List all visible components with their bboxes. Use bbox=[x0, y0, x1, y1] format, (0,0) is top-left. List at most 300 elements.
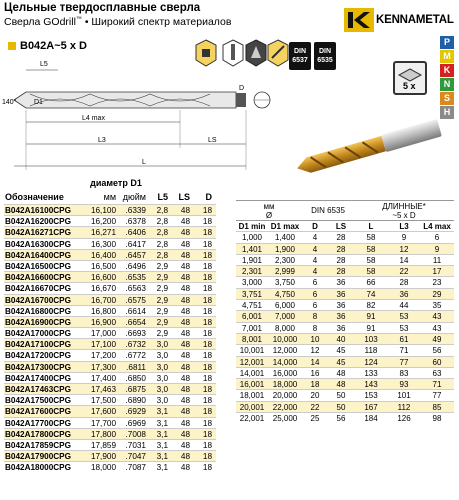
cell-d1-min: 10,001 bbox=[239, 346, 265, 356]
cell-inch: .6969 bbox=[125, 418, 146, 428]
cell-d1-max: 1,900 bbox=[274, 244, 296, 254]
cell-mm: 17,700 bbox=[90, 418, 116, 428]
cell-inch: .7008 bbox=[125, 429, 146, 439]
cell-ls: 36 bbox=[336, 323, 346, 333]
cell-mm: 17,500 bbox=[90, 396, 116, 406]
cell-l4max: 43 bbox=[432, 323, 442, 333]
cell-d: 18 bbox=[202, 273, 212, 283]
cell-d: 6 bbox=[312, 301, 318, 311]
cell-designation: B042A17300CPG bbox=[5, 362, 71, 372]
cell-d1-max: 14,000 bbox=[272, 357, 298, 367]
cell-designation: B042A17500CPG bbox=[5, 396, 71, 406]
cell-mm: 16,500 bbox=[90, 261, 116, 271]
cell-ls: 48 bbox=[180, 273, 190, 283]
cell-l3: 61 bbox=[399, 334, 409, 344]
cell-ls: 45 bbox=[336, 346, 346, 356]
cell-l: 143 bbox=[364, 380, 378, 390]
group-diam-text: Ø bbox=[265, 211, 273, 220]
table-row bbox=[236, 322, 454, 333]
cell-designation: B042A16200CPG bbox=[5, 217, 71, 227]
cell-ls: 28 bbox=[336, 255, 346, 265]
cell-l: 153 bbox=[364, 391, 378, 401]
cell-mm: 16,300 bbox=[90, 239, 116, 249]
cell-mm: 17,900 bbox=[90, 452, 116, 462]
cell-l5: 3,0 bbox=[156, 340, 168, 350]
cell-inch: .6614 bbox=[125, 306, 146, 316]
cell-l: 58 bbox=[366, 255, 376, 265]
table-row bbox=[4, 238, 216, 249]
cell-ls: 48 bbox=[180, 317, 190, 327]
cell-designation: B042A17900CPG bbox=[5, 452, 71, 462]
cell-mm: 17,463 bbox=[90, 385, 116, 394]
cell-inch: .6535 bbox=[125, 273, 146, 283]
cell-d: 18 bbox=[202, 452, 212, 462]
cell-ls: 36 bbox=[336, 301, 346, 311]
cell-ls: 48 bbox=[180, 295, 190, 305]
cell-l: 167 bbox=[364, 402, 378, 412]
cell-l3: 53 bbox=[399, 323, 409, 333]
group-5xd-text: ~5 x D bbox=[392, 211, 416, 220]
cell-designation: B042A17200CPG bbox=[5, 351, 71, 361]
cell-mm: 16,271 bbox=[90, 228, 116, 238]
cell-ls: 48 bbox=[180, 239, 190, 249]
col-l5: L5 bbox=[157, 192, 168, 202]
cell-mm: 17,800 bbox=[90, 429, 116, 439]
cell-l: 184 bbox=[364, 414, 378, 424]
col-ls: LS bbox=[178, 192, 190, 202]
cell-l5: 3,0 bbox=[156, 396, 168, 406]
cell-ls: 40 bbox=[336, 334, 346, 344]
cell-ls: 48 bbox=[180, 362, 190, 372]
cell-designation: B042A17400CPG bbox=[5, 373, 71, 383]
cell-mm: 17,600 bbox=[90, 407, 116, 417]
dimension-table bbox=[236, 200, 454, 423]
table-row bbox=[4, 405, 216, 416]
col-d1-min: D1 min bbox=[238, 222, 266, 231]
cell-d: 6 bbox=[312, 289, 318, 299]
cell-l3: 53 bbox=[399, 312, 409, 322]
cell-l5: 2,8 bbox=[156, 217, 168, 227]
cell-ls: 50 bbox=[336, 402, 346, 412]
cell-l: 133 bbox=[364, 368, 378, 378]
din1-number: 6537 bbox=[292, 57, 308, 64]
cell-designation: B042A16800CPG bbox=[5, 306, 71, 316]
cell-mm: 17,859 bbox=[90, 440, 116, 450]
cell-l3: 83 bbox=[399, 368, 409, 378]
cell-d: 16 bbox=[310, 368, 320, 378]
cell-ls: 48 bbox=[180, 373, 190, 383]
cell-l4max: 71 bbox=[432, 380, 442, 390]
cell-l5: 2,9 bbox=[156, 261, 168, 271]
cell-d: 18 bbox=[202, 206, 212, 215]
cell-l5: 3,1 bbox=[156, 407, 168, 417]
cell-d: 18 bbox=[202, 284, 212, 294]
cell-d1-max: 8,000 bbox=[274, 323, 296, 333]
cell-l3: 112 bbox=[397, 402, 411, 412]
iso-s-cell: S bbox=[440, 92, 454, 105]
cell-l4max: 60 bbox=[432, 357, 442, 367]
table-row bbox=[236, 276, 454, 287]
cell-d1-max: 4,750 bbox=[274, 289, 296, 299]
col-l4max: L4 max bbox=[423, 222, 451, 231]
iso-h-cell: H bbox=[440, 106, 454, 119]
cell-designation: B042A16100CPG bbox=[5, 206, 71, 215]
col-designation: Обозначение bbox=[5, 192, 64, 202]
label-l: L bbox=[142, 159, 146, 166]
cell-d: 10 bbox=[310, 334, 320, 344]
table-row bbox=[236, 401, 454, 412]
depth-5xd-icon bbox=[393, 61, 427, 95]
cell-l5: 3,0 bbox=[156, 362, 168, 372]
cell-d: 18 bbox=[202, 217, 212, 227]
cell-designation: B042A16400CPG bbox=[5, 250, 71, 260]
drill-photo bbox=[288, 104, 448, 190]
cell-mm: 17,200 bbox=[90, 351, 116, 361]
page-subtitle bbox=[4, 16, 231, 28]
label-l3: L3 bbox=[98, 137, 106, 144]
label-ls: LS bbox=[208, 137, 217, 144]
col-mm: мм bbox=[103, 192, 116, 202]
cell-d: 18 bbox=[202, 396, 212, 406]
table-row bbox=[4, 226, 216, 237]
cell-inch: .7087 bbox=[125, 463, 146, 473]
label-d: D bbox=[239, 85, 245, 92]
cell-inch: .6875 bbox=[125, 385, 146, 394]
iso-m-cell: M bbox=[440, 50, 454, 63]
subtitle-trademark: ™ bbox=[75, 16, 82, 23]
cell-l3: 28 bbox=[399, 278, 409, 288]
cell-ls: 48 bbox=[180, 329, 190, 339]
right-group-long bbox=[354, 201, 454, 220]
cell-l5: 2,9 bbox=[156, 273, 168, 283]
table-row bbox=[236, 299, 454, 310]
cell-ls: 28 bbox=[336, 233, 346, 243]
col-d1-max: D1 max bbox=[270, 222, 300, 231]
table-row bbox=[4, 215, 216, 226]
cell-mm: 17,400 bbox=[90, 373, 116, 383]
cell-l: 58 bbox=[366, 267, 376, 277]
cell-d: 20 bbox=[310, 391, 320, 401]
table-row bbox=[4, 294, 216, 305]
col-d: D bbox=[205, 192, 212, 202]
cell-designation: B042A16700CPG bbox=[5, 295, 71, 305]
cell-l5: 2,9 bbox=[156, 306, 168, 316]
cell-d: 18 bbox=[202, 440, 212, 450]
cell-mm: 16,400 bbox=[90, 250, 116, 260]
cell-l5: 2,9 bbox=[156, 329, 168, 339]
cell-d: 22 bbox=[310, 402, 320, 412]
iso-p-cell: P bbox=[440, 36, 454, 49]
part-code-text: B042A~5 x D bbox=[20, 40, 87, 52]
cell-l4max: 29 bbox=[432, 289, 442, 299]
cell-ls: 48 bbox=[180, 407, 190, 417]
cell-inch: .6496 bbox=[125, 261, 146, 271]
cell-l5: 2,8 bbox=[156, 228, 168, 238]
cell-d: 18 bbox=[202, 351, 212, 361]
table-row bbox=[4, 249, 216, 260]
label-l5: L5 bbox=[40, 61, 48, 68]
cell-d1-min: 20,001 bbox=[239, 402, 265, 412]
table-row bbox=[4, 282, 216, 293]
cell-l5: 3,0 bbox=[156, 373, 168, 383]
cell-d: 18 bbox=[202, 250, 212, 260]
cell-d: 4 bbox=[312, 233, 318, 243]
cell-ls: 48 bbox=[180, 351, 190, 361]
iso-k-cell: K bbox=[440, 64, 454, 77]
cell-inch: .7047 bbox=[125, 452, 146, 462]
cell-d: 4 bbox=[312, 267, 318, 277]
subtitle-materials: • Широкий спектр материалов bbox=[81, 16, 232, 28]
cell-d1-min: 4,751 bbox=[241, 301, 263, 311]
table-row bbox=[236, 288, 454, 299]
drill-fluted-part bbox=[295, 136, 386, 176]
label-angle: 140° bbox=[2, 99, 17, 106]
cell-mm: 17,000 bbox=[90, 329, 116, 339]
cell-d1-min: 2,301 bbox=[241, 267, 263, 277]
cell-l4max: 77 bbox=[432, 391, 442, 401]
cell-l4max: 23 bbox=[432, 278, 442, 288]
table-row bbox=[4, 450, 216, 461]
cell-designation: B042A17100CPG bbox=[5, 340, 71, 350]
cell-l5: 2,9 bbox=[156, 295, 168, 305]
col-l: L bbox=[368, 222, 374, 231]
cell-d1-max: 20,000 bbox=[272, 391, 298, 401]
cell-ls: 28 bbox=[336, 267, 346, 277]
cell-d: 14 bbox=[310, 357, 320, 367]
table-row bbox=[236, 356, 454, 367]
table-row bbox=[4, 461, 216, 472]
cell-ls: 36 bbox=[336, 278, 346, 288]
col-inch: дюйм bbox=[122, 192, 146, 202]
cell-l5: 3,0 bbox=[156, 351, 168, 361]
cell-ls: 48 bbox=[180, 340, 190, 350]
cell-d: 18 bbox=[202, 261, 212, 271]
cell-inch: .6772 bbox=[125, 351, 146, 361]
cell-mm: 16,600 bbox=[90, 273, 116, 283]
cell-d: 8 bbox=[312, 323, 318, 333]
cell-d1-min: 3,000 bbox=[241, 278, 263, 288]
iso-n-cell: N bbox=[440, 78, 454, 91]
cell-l4max: 85 bbox=[432, 402, 442, 412]
depth-icon-graphic bbox=[395, 63, 425, 93]
cell-inch: .6654 bbox=[125, 317, 146, 327]
table-row bbox=[236, 412, 454, 423]
cell-l: 82 bbox=[366, 301, 376, 311]
group-long-text: ДЛИННЫЕ* bbox=[382, 202, 426, 211]
cell-mm: 16,670 bbox=[90, 284, 116, 294]
table-row bbox=[4, 204, 216, 215]
cell-d: 4 bbox=[312, 244, 318, 254]
cell-d1-min: 8,001 bbox=[241, 334, 263, 344]
drill-shank bbox=[381, 119, 442, 152]
cell-l3: 14 bbox=[399, 255, 409, 265]
cell-ls: 28 bbox=[336, 244, 346, 254]
cell-d: 18 bbox=[202, 239, 212, 249]
cell-l4max: 9 bbox=[434, 244, 440, 254]
table-row bbox=[236, 265, 454, 276]
cell-d1-min: 6,001 bbox=[241, 312, 263, 322]
table-row bbox=[4, 316, 216, 327]
cell-d1-min: 1,401 bbox=[241, 244, 263, 254]
table-row bbox=[236, 389, 454, 400]
cell-d1-min: 1,901 bbox=[241, 255, 263, 265]
cell-l4max: 43 bbox=[432, 312, 442, 322]
cell-designation: B042A17600CPG bbox=[5, 407, 71, 417]
group-mm-text: мм bbox=[263, 202, 275, 211]
cell-ls: 48 bbox=[180, 217, 190, 227]
cell-d: 4 bbox=[312, 255, 318, 265]
cell-inch: .6693 bbox=[125, 329, 146, 339]
drill-technical-drawing bbox=[0, 52, 300, 192]
cell-l4max: 98 bbox=[432, 414, 442, 424]
cell-d1-max: 22,000 bbox=[272, 402, 298, 412]
col-l3: L3 bbox=[399, 222, 409, 231]
cell-inch: .6406 bbox=[125, 228, 146, 238]
table-row bbox=[4, 361, 216, 372]
label-d1: D1 bbox=[34, 99, 43, 106]
cell-designation: B042A16670CPG bbox=[5, 284, 71, 294]
cell-ls: 48 bbox=[180, 429, 190, 439]
cell-l: 91 bbox=[366, 323, 376, 333]
cell-l5: 2,8 bbox=[156, 239, 168, 249]
cell-d1-min: 7,001 bbox=[241, 323, 263, 333]
subtitle-product: Сверла GOdrill bbox=[4, 16, 76, 28]
cell-ls: 50 bbox=[336, 391, 346, 401]
din1-label: DIN bbox=[293, 48, 307, 55]
kennametal-logo bbox=[344, 8, 454, 32]
cell-mm: 16,100 bbox=[90, 206, 116, 215]
table-row bbox=[4, 327, 216, 338]
right-group-din: DIN 6535 bbox=[311, 206, 345, 215]
cell-inch: .6417 bbox=[125, 239, 146, 249]
cell-designation: B042A18000CPG bbox=[5, 463, 71, 473]
cell-l3: 22 bbox=[399, 267, 409, 277]
right-header-row bbox=[236, 220, 454, 231]
cell-d: 18 bbox=[202, 463, 212, 473]
cell-inch: .6850 bbox=[125, 373, 146, 383]
page-title: Цельные твердосплавные сверла bbox=[4, 2, 201, 14]
table-row bbox=[4, 349, 216, 360]
cell-designation: B042A16900CPG bbox=[5, 317, 71, 327]
cell-l5: 2,9 bbox=[156, 317, 168, 327]
cell-l5: 3,0 bbox=[156, 385, 168, 394]
cell-ls: 48 bbox=[180, 306, 190, 316]
table-row bbox=[236, 231, 454, 242]
cell-ls: 45 bbox=[336, 357, 346, 367]
col-d-right: D bbox=[312, 222, 318, 231]
cell-d1-max: 3,750 bbox=[274, 278, 296, 288]
cell-l4max: 56 bbox=[432, 346, 442, 356]
cell-mm: 17,100 bbox=[90, 340, 116, 350]
cell-d: 18 bbox=[310, 380, 320, 390]
cell-d1-min: 12,001 bbox=[239, 357, 265, 367]
cell-ls: 48 bbox=[180, 418, 190, 428]
table-row bbox=[4, 271, 216, 282]
cell-designation: B042A17700CPG bbox=[5, 418, 71, 428]
cell-ls: 48 bbox=[180, 385, 190, 394]
cell-inch: .6575 bbox=[125, 295, 146, 305]
part-code bbox=[8, 40, 87, 52]
cell-d1-min: 14,001 bbox=[239, 368, 265, 378]
cell-d1-min: 16,001 bbox=[239, 380, 265, 390]
cell-l4max: 6 bbox=[434, 233, 440, 243]
cell-d: 25 bbox=[310, 414, 320, 424]
cell-ls: 48 bbox=[180, 452, 190, 462]
table-row bbox=[4, 383, 216, 394]
table-row bbox=[236, 367, 454, 378]
cell-d1-max: 2,999 bbox=[274, 267, 296, 277]
cell-l5: 3,1 bbox=[156, 452, 168, 462]
cell-l5: 2,9 bbox=[156, 284, 168, 294]
table-row bbox=[236, 254, 454, 265]
table-row bbox=[4, 417, 216, 428]
drill-shank-dark bbox=[236, 93, 246, 107]
kennametal-k-icon bbox=[344, 8, 374, 32]
cell-ls: 48 bbox=[180, 228, 190, 238]
table-row bbox=[4, 338, 216, 349]
table-row bbox=[4, 428, 216, 439]
designation-rows bbox=[4, 204, 216, 473]
cell-l: 58 bbox=[366, 244, 376, 254]
cell-d1-max: 25,000 bbox=[272, 414, 298, 424]
cell-designation: B042A17000CPG bbox=[5, 329, 71, 339]
cell-ls: 48 bbox=[180, 206, 190, 215]
cell-inch: .6890 bbox=[125, 396, 146, 406]
left-group-d1: диаметр D1 bbox=[90, 178, 142, 188]
cell-designation: B042A17859CPG bbox=[5, 440, 71, 450]
cell-ls: 48 bbox=[180, 396, 190, 406]
cell-l: 103 bbox=[364, 334, 378, 344]
cell-ls: 48 bbox=[336, 368, 346, 378]
cell-designation: B042A16500CPG bbox=[5, 261, 71, 271]
cell-ls: 36 bbox=[336, 312, 346, 322]
cell-inch: .6457 bbox=[125, 250, 146, 260]
cell-inch: .6339 bbox=[125, 206, 146, 215]
cell-ls: 48 bbox=[180, 440, 190, 450]
cell-mm: 18,000 bbox=[90, 463, 116, 473]
din-6535-icon bbox=[314, 42, 336, 70]
cell-d1-max: 2,300 bbox=[274, 255, 296, 265]
cell-l: 124 bbox=[364, 357, 378, 367]
cell-l: 91 bbox=[366, 312, 376, 322]
cell-l3: 44 bbox=[399, 301, 409, 311]
table-row bbox=[236, 333, 454, 344]
cell-designation: B042A16271CPG bbox=[5, 228, 71, 238]
cell-d: 18 bbox=[202, 306, 212, 316]
table-row bbox=[236, 243, 454, 254]
cell-l3: 101 bbox=[397, 391, 411, 401]
cell-l: 74 bbox=[366, 289, 376, 299]
cell-l5: 3,1 bbox=[156, 440, 168, 450]
left-header-spacer bbox=[4, 178, 84, 190]
cell-inch: .7031 bbox=[125, 440, 146, 450]
cell-mm: 17,300 bbox=[90, 362, 116, 372]
cell-l4max: 11 bbox=[432, 255, 442, 265]
cell-l3: 77 bbox=[399, 357, 409, 367]
label-l4max: L4 max bbox=[82, 115, 105, 122]
cell-d: 18 bbox=[202, 407, 212, 417]
cell-l: 66 bbox=[366, 278, 376, 288]
cell-d: 6 bbox=[312, 278, 318, 288]
cell-designation: B042A17800CPG bbox=[5, 429, 71, 439]
cell-d: 18 bbox=[202, 385, 212, 394]
cell-ls: 48 bbox=[180, 463, 190, 473]
cell-designation: B042A17463CPG bbox=[5, 385, 71, 394]
cell-mm: 16,200 bbox=[90, 217, 116, 227]
designation-table bbox=[4, 178, 216, 473]
cell-d: 18 bbox=[202, 429, 212, 439]
cell-l5: 3,1 bbox=[156, 429, 168, 439]
